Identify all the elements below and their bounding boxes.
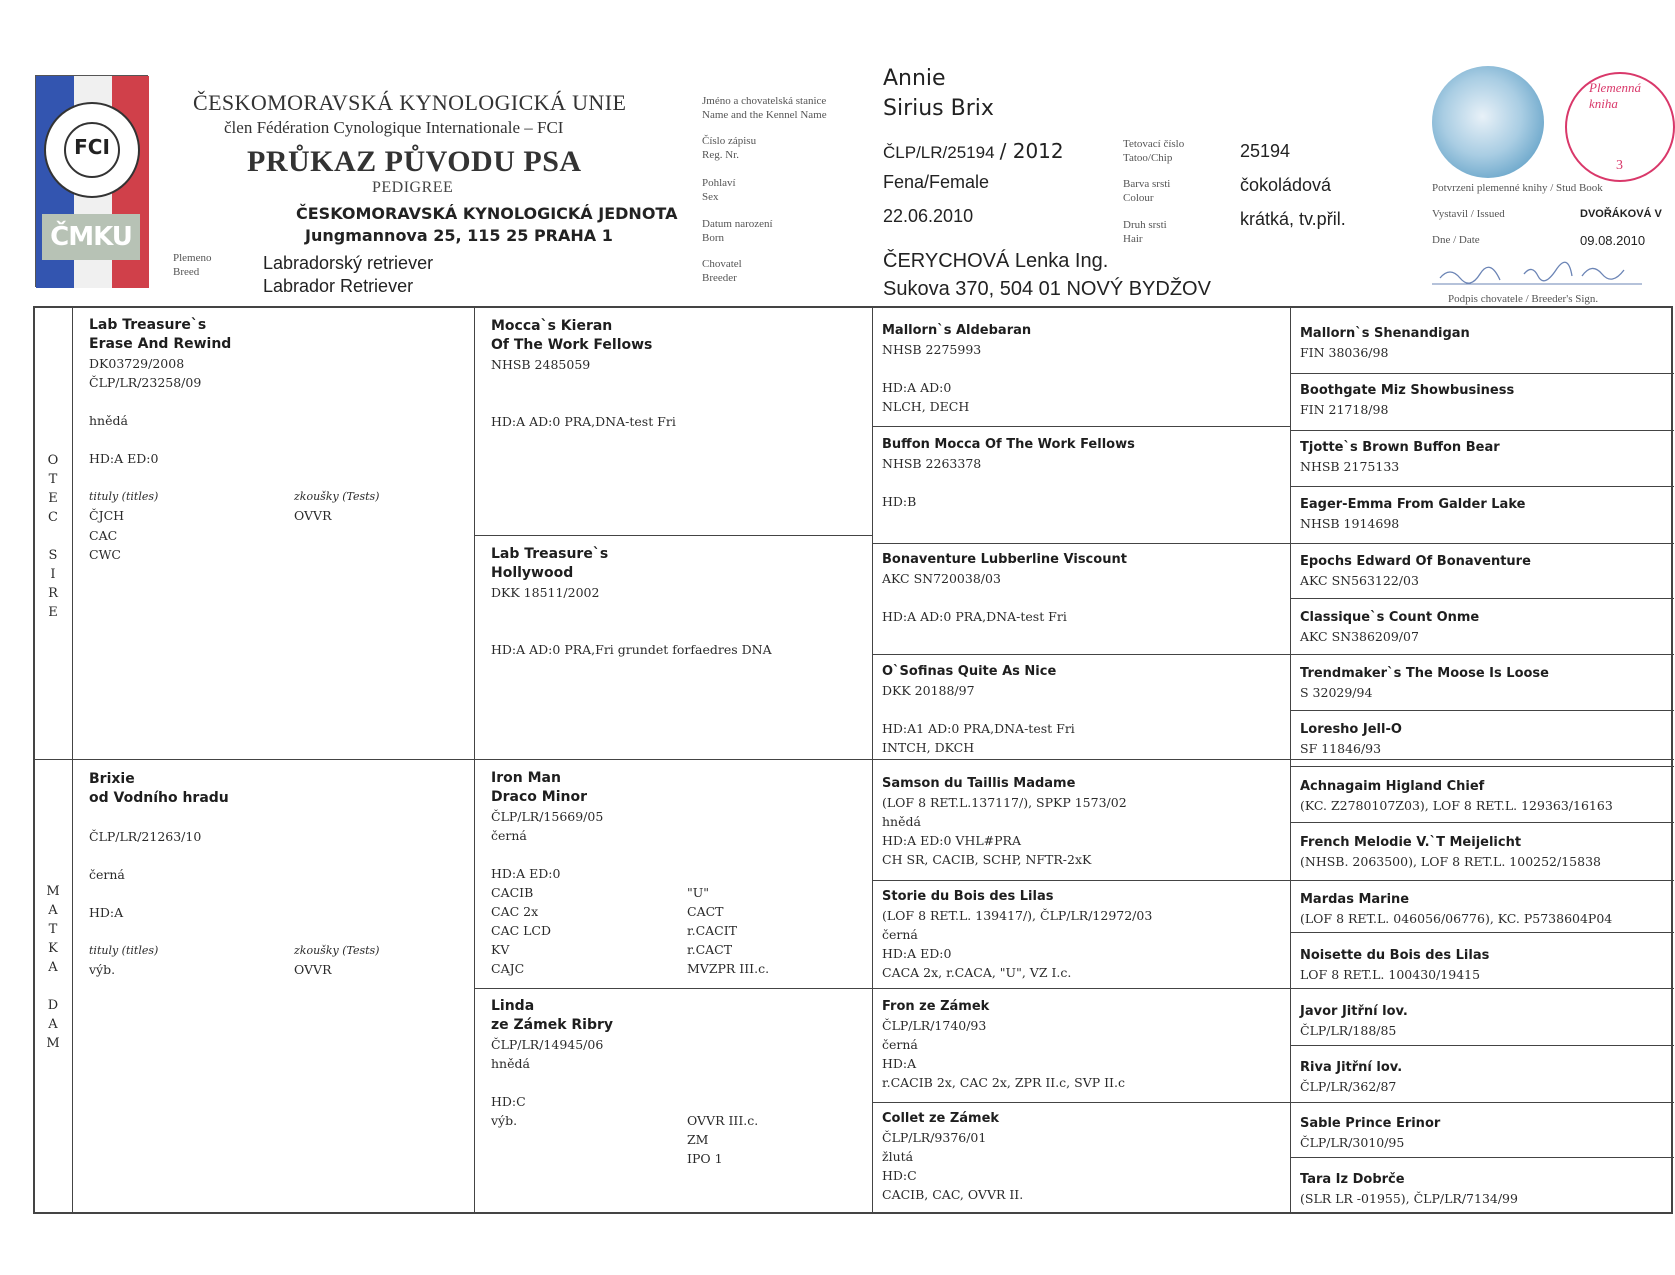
document-subtitle: PEDIGREE bbox=[372, 179, 454, 196]
dog-hair: krátká, tv.přil. bbox=[1240, 209, 1346, 229]
sire-dam-cell: Lab Treasure`s Hollywood DKK 18511/2002 HD:A AD:0 PRA,Fri grundet forfaedres DNA bbox=[491, 546, 772, 657]
divider-gen3-2 bbox=[872, 543, 1290, 544]
gen4-cell-15: Sable Prince Erinor ČLP/LR/3010/95 bbox=[1300, 1116, 1441, 1150]
studbook-stamp: Plemenná kniha 3 bbox=[1565, 72, 1675, 182]
divider-side-labels bbox=[72, 307, 73, 1213]
breed-en: Labrador Retriever bbox=[263, 276, 414, 296]
divider-gen2-a bbox=[474, 535, 872, 536]
gen4-cell-5: Epochs Edward Of Bonaventure AKC SN563122/03 bbox=[1300, 554, 1531, 588]
gen3-cell-5: Samson du Taillis Madame (LOF 8 RET.L.137117/), SPKP 1573/02 hnědá HD:A ED:0 VHL#PRA CH SR, CACIB, SCHP, NFTR-2xK bbox=[882, 776, 1127, 867]
breeder-address: Sukova 370, 504 01 NOVÝ BYDŽOV bbox=[883, 278, 1211, 300]
gen4-cell-2: Boothgate Miz Showbusiness FIN 21718/98 bbox=[1300, 383, 1515, 417]
divider-gen3-1 bbox=[872, 426, 1290, 427]
document-title: PRŮKAZ PŮVODU PSA bbox=[247, 145, 582, 178]
gen3-cell-2: Buffon Mocca Of The Work Fellows NHSB 2263378 HD:B bbox=[882, 437, 1135, 509]
date-value: 09.08.2010 bbox=[1580, 233, 1646, 248]
gen4-cell-10: French Melodie V.`T Meijelicht (NHSB. 2063500), LOF 8 RET.L. 100252/15838 bbox=[1300, 835, 1601, 869]
issued-value: DVOŘÁKOVÁ V bbox=[1580, 208, 1662, 220]
gen3-cell-8: Collet ze Zámek ČLP/LR/9376/01 žlutá HD:C CACIB, CAC, OVVR II. bbox=[882, 1111, 1024, 1202]
gen4-cell-1: Mallorn`s Shenandigan FIN 38036/98 bbox=[1300, 326, 1470, 360]
dog-name: Annie bbox=[883, 66, 946, 91]
dog-colour: čokoládová bbox=[1240, 175, 1332, 195]
gen4-cell-4: Eager-Emma From Galder Lake NHSB 1914698 bbox=[1300, 497, 1526, 531]
breeder-sign-label: Podpis chovatele / Breeder's Sign. bbox=[1448, 293, 1599, 305]
gen3-cell-4: O`Sofinas Quite As Nice DKK 20188/97 HD:A1 AD:0 PRA,DNA-test Fri INTCH, DKCH bbox=[882, 664, 1075, 755]
divider-gen4-8 bbox=[1290, 766, 1674, 767]
divider-gen4-13 bbox=[1290, 1045, 1674, 1046]
fci-logo-block bbox=[35, 75, 148, 287]
gen4-cell-9: Achnagaim Higland Chief (KC. Z2780107Z03), LOF 8 RET.L. 129363/16163 bbox=[1300, 779, 1613, 813]
divider-gen4-2 bbox=[1290, 430, 1674, 431]
breed-label: Plemeno Breed bbox=[173, 252, 212, 278]
tattoo-label: Tetovací číslo Tatoo/Chip bbox=[1123, 138, 1185, 164]
club-name: ČESKOMORAVSKÁ KYNOLOGICKÁ JEDNOTA bbox=[296, 204, 678, 223]
sire-cell: Lab Treasure`s Erase And Rewind DK03729/2008 ČLP/LR/23258/09 hnědá HD:A ED:0 tituly (titles) zkoušky (Tests) ČJCH OVVR CAC CWC bbox=[89, 317, 380, 562]
cmku-logo: ČMKU bbox=[42, 214, 140, 260]
dog-tattoo: 25194 bbox=[1240, 141, 1291, 161]
org-name: ČESKOMORAVSKÁ KYNOLOGICKÁ UNIE bbox=[193, 90, 627, 115]
gen4-cell-6: Classique`s Count Onme AKC SN386209/07 bbox=[1300, 610, 1480, 644]
dam-sire-cell: Iron Man Draco Minor ČLP/LR/15669/05 černá HD:A ED:0 CACIB CAC 2x CAC LCD KV CAJC "U" CACT r.CACIT r.CACT MVZPR III.c. bbox=[491, 770, 770, 976]
breed-cz: Labradorský retriever bbox=[263, 253, 434, 273]
sire-sire-cell: Mocca`s Kieran Of The Work Fellows NHSB 2485059 HD:A AD:0 PRA,DNA-test Fri bbox=[491, 318, 676, 429]
studbook-label: Potvrzeni plemenné knihy / Stud Book bbox=[1432, 182, 1603, 194]
divider-gen4-10 bbox=[1290, 880, 1674, 881]
gen4-cell-3: Tjotte`s Brown Buffon Bear NHSB 2175133 bbox=[1300, 440, 1500, 474]
dam-dam-cell: Linda ze Zámek Ribry ČLP/LR/14945/06 hnědá HD:C výb. OVVR III.c. ZM IPO 1 bbox=[491, 998, 759, 1166]
gen4-cell-7: Trendmaker`s The Moose Is Loose S 32029/94 bbox=[1300, 666, 1549, 700]
gen4-cell-16: Tara Iz Dobrče (SLR LR -01955), ČLP/LR/7134/99 bbox=[1300, 1172, 1518, 1206]
divider-gen4-7 bbox=[1290, 710, 1674, 711]
hologram-stamp bbox=[1432, 66, 1544, 178]
fci-emblem bbox=[44, 102, 140, 198]
kennel-name: Sirius Brix bbox=[883, 96, 994, 121]
colour-label: Barva srsti Colour bbox=[1123, 178, 1171, 204]
divider-gen4-11 bbox=[1290, 932, 1674, 933]
divider-gen3-5 bbox=[872, 988, 1290, 989]
hair-label: Druh srsti Hair bbox=[1123, 219, 1167, 245]
sire-side-label: O T E C S I R E bbox=[47, 453, 59, 620]
gen3-cell-3: Bonaventure Lubberline Viscount AKC SN720038/03 HD:A AD:0 PRA,DNA-test Fri bbox=[882, 552, 1127, 624]
divider-gen4-15 bbox=[1290, 1157, 1674, 1158]
fci-logo-text: FCI bbox=[74, 135, 110, 159]
gen4-cell-14: Riva Jitřní lov. ČLP/LR/362/87 bbox=[1300, 1060, 1403, 1094]
sex-label: Pohlaví Sex bbox=[702, 177, 736, 203]
signature-scribble bbox=[1432, 258, 1642, 288]
gen4-cell-11: Mardas Marine (LOF 8 RET.L. 046056/06776), KC. P5738604P04 bbox=[1300, 892, 1613, 926]
org-membership: člen Fédération Cynologique Internationale – FCI bbox=[224, 118, 564, 137]
gen4-cell-8: Loresho Jell-O SF 11846/93 bbox=[1300, 722, 1402, 756]
gen3-cell-1: Mallorn`s Aldebaran NHSB 2275993 HD:A AD:0 NLCH, DECH bbox=[882, 323, 1032, 414]
dog-sex: Fena/Female bbox=[883, 172, 990, 192]
club-address: Jungmannova 25, 115 25 PRAHA 1 bbox=[305, 226, 613, 245]
divider-gen4-3 bbox=[1290, 486, 1674, 487]
divider-gen4-4 bbox=[1290, 543, 1674, 544]
divider-sire-dam bbox=[34, 759, 1674, 760]
divider-gen4-14 bbox=[1290, 1102, 1674, 1103]
name-label: Jméno a chovatelská stanice Name and the Kennel Name bbox=[702, 95, 827, 121]
issued-label: Vystavil / Issued bbox=[1432, 208, 1505, 220]
divider-gen1 bbox=[474, 307, 475, 1213]
divider-gen2 bbox=[872, 307, 873, 1213]
divider-gen4-5 bbox=[1290, 598, 1674, 599]
reg-label: Číslo zápisu Reg. Nr. bbox=[702, 135, 757, 161]
gen3-cell-6: Storie du Bois des Lilas (LOF 8 RET.L. 139417/), ČLP/LR/12972/03 černá HD:A ED:0 CACA 2x, r.CACA, "U", VZ I.c. bbox=[882, 889, 1153, 980]
breeder-name: ČERYCHOVÁ Lenka Ing. bbox=[883, 250, 1109, 272]
divider-gen4-1 bbox=[1290, 373, 1674, 374]
date-label: Dne / Date bbox=[1432, 234, 1480, 246]
divider-gen4-12 bbox=[1290, 988, 1674, 989]
divider-gen4-9 bbox=[1290, 822, 1674, 823]
divider-gen2-b bbox=[474, 988, 872, 989]
dog-born: 22.06.2010 bbox=[883, 206, 974, 226]
divider-gen3-6 bbox=[872, 1102, 1290, 1103]
dam-side-label: M A T K A D A M bbox=[46, 884, 60, 1051]
reg-number: ČLP/LR/25194 / 2012 bbox=[883, 139, 1064, 163]
breeder-label: Chovatel Breeder bbox=[702, 258, 742, 284]
divider-gen3-3 bbox=[872, 654, 1290, 655]
gen4-cell-13: Javor Jitřní lov. ČLP/LR/188/85 bbox=[1300, 1004, 1408, 1038]
gen3-cell-7: Fron ze Zámek ČLP/LR/1740/93 černá HD:A r.CACIB 2x, CAC 2x, ZPR II.c, SVP II.c bbox=[882, 999, 1125, 1090]
divider-gen4-6 bbox=[1290, 654, 1674, 655]
divider-gen3 bbox=[1290, 307, 1291, 1213]
gen4-cell-12: Noisette du Bois des Lilas LOF 8 RET.L. 100430/19415 bbox=[1300, 948, 1490, 982]
divider-gen3-4 bbox=[872, 880, 1290, 881]
born-label: Datum narození Born bbox=[702, 218, 773, 244]
dam-cell: Brixie od Vodního hradu ČLP/LR/21263/10 černá HD:A tituly (titles) zkoušky (Tests) výb. OVVR bbox=[89, 771, 380, 977]
